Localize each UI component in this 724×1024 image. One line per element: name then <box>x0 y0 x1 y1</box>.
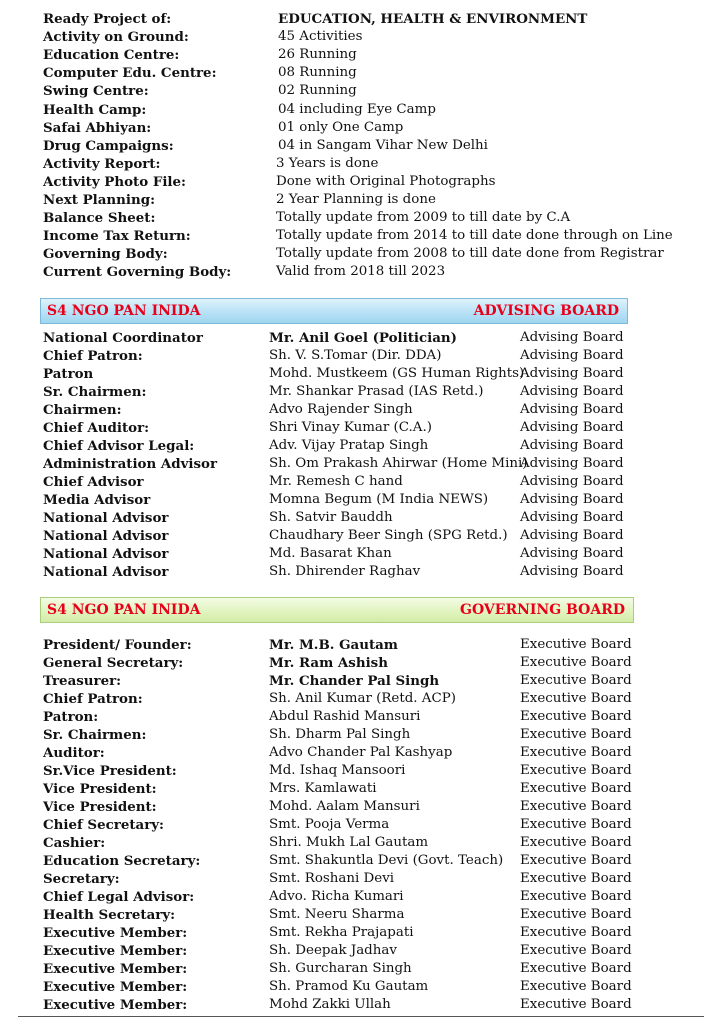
member-board: Executive Board <box>520 691 632 707</box>
advising-member-row <box>0 383 724 401</box>
member-board: Executive Board <box>520 799 632 815</box>
summary-value: Totally update from 2008 to till date done from Registrar <box>276 246 664 262</box>
member-board: Advising Board <box>520 366 624 381</box>
member-board: Executive Board <box>520 817 632 833</box>
summary-label: Balance Sheet: <box>43 210 156 227</box>
governing-member-row <box>0 798 724 816</box>
governing-member-row <box>0 654 724 672</box>
member-board: Advising Board <box>520 474 624 489</box>
member-name: Mr. Shankar Prasad (IAS Retd.) <box>269 384 484 399</box>
advising-banner-org: S4 NGO PAN INIDA <box>47 303 201 319</box>
summary-label: Next Planning: <box>43 192 156 208</box>
member-name: Smt. Rekha Prajapati <box>269 925 414 941</box>
member-name: Sh. Anil Kumar (Retd. ACP) <box>269 691 456 707</box>
member-board: Advising Board <box>520 384 624 399</box>
summary-value: Totally update from 2009 to till date by C.A <box>276 210 571 226</box>
summary-value: 04 in Sangam Vihar New Delhi <box>278 137 488 153</box>
summary-value: 02 Running <box>278 83 357 99</box>
member-name: Mohd. Aalam Mansuri <box>269 799 420 815</box>
member-board: Advising Board <box>520 510 624 525</box>
governing-banner-title: GOVERNING BOARD <box>460 602 625 618</box>
governing-member-row <box>0 978 724 996</box>
member-name: Sh. Dharm Pal Singh <box>269 727 411 743</box>
summary-label: Safai Abhiyan: <box>43 119 152 136</box>
member-role: Media Advisor <box>43 492 151 508</box>
summary-row <box>0 137 724 155</box>
member-role: Executive Member: <box>43 943 188 960</box>
member-name: Sh. Pramod Ku Gautam <box>269 979 429 995</box>
summary-row <box>0 209 724 227</box>
member-board: Advising Board <box>520 348 624 363</box>
summary-label: Swing Centre: <box>43 83 149 100</box>
member-name: Mr. Remesh C hand <box>269 474 403 489</box>
advising-member-row <box>0 455 724 473</box>
governing-banner-org: S4 NGO PAN INIDA <box>47 602 201 618</box>
summary-value: 08 Running <box>278 65 357 81</box>
member-board: Advising Board <box>520 546 624 561</box>
member-board: Executive Board <box>520 655 632 671</box>
member-name: Sh. Dhirender Raghav <box>269 564 421 579</box>
advising-member-row <box>0 545 724 563</box>
summary-row <box>0 155 724 173</box>
advising-banner-title: ADVISING BOARD <box>473 303 619 319</box>
member-role: Secretary: <box>43 871 120 888</box>
member-name: Mr. Chander Pal Singh <box>269 673 440 690</box>
member-board: Executive Board <box>520 745 632 761</box>
member-board: Executive Board <box>520 961 632 977</box>
governing-member-row <box>0 888 724 906</box>
member-board: Executive Board <box>520 907 632 923</box>
member-board: Executive Board <box>520 781 632 797</box>
member-role: Chief Auditor: <box>43 420 150 436</box>
summary-label: Activity Report: <box>43 155 161 172</box>
member-name: Smt. Shakuntla Devi (Govt. Teach) <box>269 853 504 869</box>
member-name: Mohd Zakki Ullah <box>269 997 391 1013</box>
member-board: Executive Board <box>520 979 632 995</box>
member-board: Executive Board <box>520 709 632 725</box>
member-name: Smt. Roshani Devi <box>269 871 395 887</box>
advising-member-row <box>0 347 724 365</box>
advising-member-row <box>0 437 724 455</box>
governing-member-row <box>0 816 724 834</box>
member-role: President/ Founder: <box>43 637 192 653</box>
member-board: Advising Board <box>520 438 624 453</box>
governing-member-row <box>0 636 724 654</box>
summary-label: Income Tax Return: <box>43 228 191 245</box>
member-role: Chairmen: <box>43 402 122 418</box>
member-board: Advising Board <box>520 492 624 507</box>
summary-value: 2 Year Planning is done <box>276 192 436 207</box>
governing-member-row <box>0 942 724 960</box>
member-name: Md. Basarat Khan <box>269 546 392 561</box>
summary-value: Done with Original Photographs <box>276 173 496 189</box>
governing-member-row <box>0 744 724 762</box>
member-role: Patron <box>43 366 94 382</box>
summary-row <box>0 227 724 245</box>
member-board: Advising Board <box>520 564 624 579</box>
member-role: Vice President: <box>43 799 157 816</box>
member-role: Chief Advisor Legal: <box>43 438 195 454</box>
advising-member-row <box>0 491 724 509</box>
member-name: Sh. V. S.Tomar (Dir. DDA) <box>269 348 442 363</box>
advising-board-banner <box>40 298 628 324</box>
governing-member-row <box>0 690 724 708</box>
member-name: Sh. Deepak Jadhav <box>269 943 397 959</box>
member-name: Advo Rajender Singh <box>269 402 413 417</box>
member-role: Chief Patron: <box>43 691 143 708</box>
summary-label: Current Governing Body: <box>43 264 232 281</box>
member-role: Executive Member: <box>43 997 188 1014</box>
member-name: Smt. Pooja Verma <box>269 817 390 833</box>
member-board: Advising Board <box>520 402 624 417</box>
advising-member-row <box>0 563 724 581</box>
member-role: Health Secretary: <box>43 907 176 924</box>
member-name: Chaudhary Beer Singh (SPG Retd.) <box>269 528 508 543</box>
member-role: Sr. Chairmen: <box>43 727 147 744</box>
member-role: Chief Secretary: <box>43 817 164 834</box>
summary-value: EDUCATION, HEALTH & ENVIRONMENT <box>278 11 588 27</box>
member-name: Shri. Mukh Lal Gautam <box>269 835 429 851</box>
member-role: National Advisor <box>43 564 169 580</box>
advising-member-row <box>0 509 724 527</box>
summary-label: Computer Edu. Centre: <box>43 65 217 82</box>
summary-row <box>0 119 724 137</box>
member-board: Executive Board <box>520 871 632 887</box>
member-role: Patron: <box>43 709 99 726</box>
member-role: Executive Member: <box>43 979 188 996</box>
member-role: National Advisor <box>43 510 169 526</box>
member-board: Executive Board <box>520 727 632 743</box>
member-name: Mohd. Mustkeem (GS Human Rights) <box>269 366 525 381</box>
governing-member-row <box>0 708 724 726</box>
member-name: Momna Begum (M India NEWS) <box>269 492 489 507</box>
advising-member-row <box>0 473 724 491</box>
summary-label: Health Camp: <box>43 101 147 118</box>
member-name: Mr. Ram Ashish <box>269 655 388 672</box>
governing-member-row <box>0 996 724 1014</box>
summary-label: Drug Campaigns: <box>43 137 174 154</box>
summary-row <box>0 263 724 281</box>
member-name: Mr. Anil Goel (Politician) <box>269 330 457 346</box>
summary-label: Activity Photo File: <box>43 173 186 190</box>
member-role: National Advisor <box>43 528 169 544</box>
member-name: Sh. Satvir Bauddh <box>269 510 393 525</box>
governing-member-row <box>0 924 724 942</box>
member-name: Smt. Neeru Sharma <box>269 907 405 923</box>
summary-value: Valid from 2018 till 2023 <box>276 264 446 280</box>
member-name: Advo. Richa Kumari <box>269 889 404 905</box>
summary-row <box>0 46 724 64</box>
summary-label: Activity on Ground: <box>43 29 189 46</box>
member-role: National Advisor <box>43 546 169 562</box>
member-board: Advising Board <box>520 528 624 543</box>
governing-member-row <box>0 834 724 852</box>
bottom-divider <box>18 1016 704 1017</box>
member-role: Chief Patron: <box>43 348 143 364</box>
governing-member-row <box>0 672 724 690</box>
governing-member-row <box>0 726 724 744</box>
member-board: Executive Board <box>520 889 632 905</box>
member-role: Auditor: <box>43 745 105 762</box>
advising-member-row <box>0 401 724 419</box>
member-role: Executive Member: <box>43 925 188 942</box>
member-board: Executive Board <box>520 853 632 869</box>
member-name: Advo Chander Pal Kashyap <box>269 745 453 761</box>
summary-row <box>0 10 724 28</box>
summary-value: Totally update from 2014 to till date done through on Line <box>276 228 673 244</box>
member-role: Education Secretary: <box>43 853 201 870</box>
advising-member-row <box>0 419 724 437</box>
governing-board-banner <box>40 597 634 623</box>
member-name: Mr. M.B. Gautam <box>269 637 398 653</box>
member-board: Advising Board <box>520 330 624 345</box>
advising-member-row <box>0 527 724 545</box>
member-role: General Secretary: <box>43 655 184 672</box>
member-role: Executive Member: <box>43 961 188 978</box>
member-role: Treasurer: <box>43 673 122 690</box>
member-name: Md. Ishaq Mansoori <box>269 763 406 779</box>
governing-member-row <box>0 960 724 978</box>
member-name: Sh. Gurcharan Singh <box>269 961 412 977</box>
member-name: Mrs. Kamlawati <box>269 781 377 797</box>
member-role: Administration Advisor <box>43 456 218 472</box>
member-role: Vice President: <box>43 781 157 798</box>
summary-value: 45 Activities <box>278 29 363 45</box>
governing-member-row <box>0 762 724 780</box>
summary-label: Governing Body: <box>43 246 168 263</box>
summary-row <box>0 173 724 191</box>
governing-member-row <box>0 870 724 888</box>
member-board: Executive Board <box>520 943 632 959</box>
member-board: Executive Board <box>520 763 632 779</box>
summary-value: 26 Running <box>278 47 357 63</box>
member-name: Shri Vinay Kumar (C.A.) <box>269 420 432 435</box>
advising-member-row <box>0 329 724 347</box>
member-board: Executive Board <box>520 997 632 1013</box>
summary-label: Ready Project of: <box>43 11 172 27</box>
summary-row <box>0 64 724 82</box>
advising-member-row <box>0 365 724 383</box>
summary-label: Education Centre: <box>43 47 180 64</box>
summary-value: 3 Years is done <box>276 155 379 171</box>
member-name: Sh. Om Prakash Ahirwar (Home Mini) <box>269 456 528 471</box>
member-board: Executive Board <box>520 925 632 941</box>
member-name: Adv. Vijay Pratap Singh <box>269 438 429 453</box>
member-role: Cashier: <box>43 835 106 852</box>
member-role: Sr.Vice President: <box>43 763 177 780</box>
summary-value: 04 including Eye Camp <box>278 101 436 117</box>
member-board: Executive Board <box>520 673 632 689</box>
member-board: Advising Board <box>520 420 624 435</box>
governing-member-row <box>0 852 724 870</box>
summary-row <box>0 28 724 46</box>
member-board: Executive Board <box>520 637 632 652</box>
governing-member-row <box>0 780 724 798</box>
member-role: Sr. Chairmen: <box>43 384 147 400</box>
member-role: Chief Advisor <box>43 474 144 490</box>
member-role: National Coordinator <box>43 330 203 346</box>
member-board: Executive Board <box>520 835 632 851</box>
member-name: Abdul Rashid Mansuri <box>269 709 421 725</box>
summary-row <box>0 191 724 209</box>
member-board: Advising Board <box>520 456 624 471</box>
summary-value: 01 only One Camp <box>278 119 404 135</box>
member-role: Chief Legal Advisor: <box>43 889 195 906</box>
governing-member-row <box>0 906 724 924</box>
summary-row <box>0 82 724 100</box>
summary-row <box>0 101 724 119</box>
summary-row <box>0 245 724 263</box>
